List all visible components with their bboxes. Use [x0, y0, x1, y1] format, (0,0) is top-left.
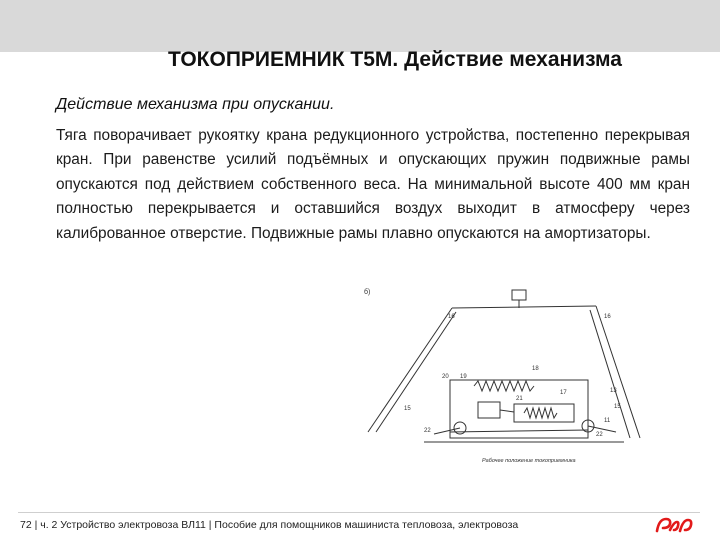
header-band	[0, 0, 720, 52]
left-frame-arm-inner	[376, 312, 456, 432]
slide-title: ТОКОПРИЕМНИК Т5М. Действие механизма	[168, 48, 622, 71]
left-frame-arm-outer	[368, 308, 452, 432]
diagram-label: 18	[532, 366, 539, 372]
diagram-panel-label: б)	[364, 289, 371, 296]
lifting-spring	[524, 408, 557, 418]
pantograph-diagram	[364, 282, 644, 468]
diagram-label: 13	[610, 388, 617, 394]
piston-rod	[500, 410, 514, 412]
section-subheading: Действие механизма при опускании.	[56, 96, 335, 113]
rzd-logo	[654, 514, 696, 536]
diagram-label: 16	[604, 314, 611, 320]
lowering-spring	[474, 381, 534, 391]
diagram-label: 21	[516, 396, 523, 402]
diagram-label: 16	[448, 314, 455, 320]
pneumatic-cylinder	[478, 402, 500, 418]
pantograph-head	[512, 290, 526, 300]
base-frame	[450, 380, 588, 438]
right-frame-arm-outer	[596, 306, 640, 438]
body-paragraph: Тяга поворачивает рукоятку крана редукционного устройства, постепенно перекрывая кран. При равенстве усилий подъёмных и опускающих пружин подвижные рамы опускаются под действием собственного веса. На минимальной высоте 400 мм кран полностью перекрывается и оставшийся воздух выходит в атмосферу через калиброванное отверстие. Подвижные рамы плавно опускаются на амортизаторы.	[56, 127, 690, 242]
diagram-caption: Рабочее положение токоприемника	[482, 458, 576, 464]
diagram-label: 20	[442, 374, 449, 380]
diagram-label: 15	[404, 406, 411, 412]
diagram-label: 22	[596, 432, 603, 438]
collector-bar	[452, 306, 596, 308]
diagram-label: 15	[614, 404, 621, 410]
diagram-label: 17	[560, 390, 567, 396]
diagram-label: 11	[604, 418, 611, 424]
base-rail	[450, 430, 588, 432]
footer-divider	[18, 512, 700, 513]
diagram-label: 22	[424, 428, 431, 434]
diagram-label: 19	[460, 374, 467, 380]
footer-text: 72 | ч. 2 Устройство электровоза ВЛ11 | Пособие для помощников машиниста тепловоза, электровоза	[20, 519, 519, 531]
